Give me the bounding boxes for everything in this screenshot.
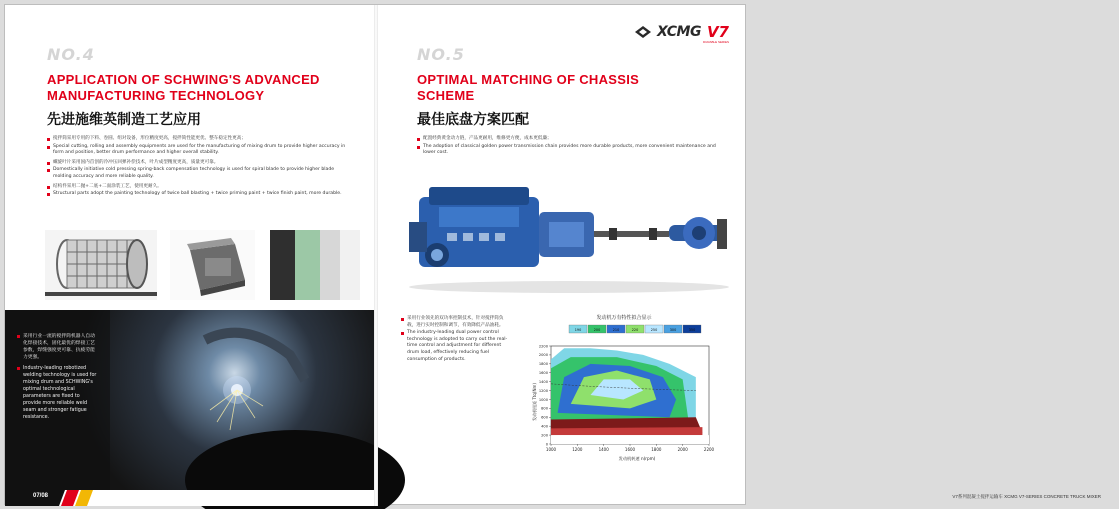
engine-block: [409, 187, 539, 267]
left-page: [5, 5, 375, 506]
right-footer: [749, 490, 1119, 506]
y-tick-label: 0: [545, 442, 548, 447]
brand-name: XCMG: [656, 24, 701, 40]
y-tick-label: 1600: [538, 371, 548, 376]
footer-caption: V7系列混凝土搅拌运输车 XCMG V7-SERIES CONCRETE TRUCK MIXER: [952, 494, 1101, 499]
chart-legend: [569, 325, 701, 333]
bullet-cn-1: 搅拌筒采用专用的下料、卷圆、组对设备，形位精度更高，搅拌筒性能更优、整车稳定性更高；: [47, 136, 352, 143]
y-axis-ticks: [539, 344, 551, 446]
section-title-en: OPTIMAL MATCHING OF CHASSIS SCHEME: [417, 72, 640, 103]
feature-list: [47, 136, 352, 201]
section-number: NO.5: [417, 45, 465, 64]
xcmg-emblem-icon: [635, 26, 651, 38]
map-band-floor: [551, 435, 709, 444]
x-tick-label: 1400: [598, 447, 609, 452]
power-control-en: The industry-leading dual power control technology is adopted to carry out the real-time control and adjustment for different drum load, effectively reducing fuel consumption of products.: [401, 330, 511, 363]
manufacturing-photos: [45, 230, 360, 310]
y-tick-label: 2000: [538, 353, 548, 358]
legend-label: 220: [631, 328, 639, 332]
engine-map-svg: [529, 310, 719, 462]
y-tick-label: 600: [541, 415, 548, 420]
legend-label: 190: [574, 328, 582, 332]
y-tick-label: 2200: [538, 344, 548, 349]
x-tick-label: 2200: [703, 447, 715, 452]
y-tick-label: 800: [541, 406, 548, 411]
section-number: NO.4: [47, 45, 95, 64]
brand-logo: [635, 23, 729, 44]
x-tick-label: 1800: [651, 447, 662, 452]
y-tick-label: 1200: [538, 388, 548, 393]
x-tick-label: 1600: [624, 447, 636, 452]
x-tick-label: 1200: [572, 447, 583, 452]
y-tick-label: 400: [541, 424, 548, 429]
section-title-cn: 先进施维英制造工艺应用: [47, 112, 201, 128]
left-footer: [5, 490, 375, 506]
robot-welding-photo: [5, 310, 375, 490]
model-badge: V7: [706, 23, 729, 41]
legend-label: 250: [650, 328, 658, 332]
brochure-spread: [4, 4, 1101, 505]
rear-axle: [669, 217, 727, 249]
footer-stripe-graphic: [5, 490, 105, 506]
x-axis-ticks: [546, 444, 715, 452]
bullet-en-2: Domestically initiative cold pressing spring-back compensation technology is used for spiral blade to provide higher blade molding accuracy and more reliable quality.: [47, 167, 352, 180]
gearbox: [539, 212, 594, 257]
welding-text-en: Industry-leading robotized welding technology is used for mixing drum and SCHWING's optimal technological parameters are fixed to provide more reliable weld seam and stronger fatigue resistance.: [17, 365, 99, 421]
section-title-cn: 最佳底盘方案匹配: [417, 112, 529, 128]
chart-title: 发动机万有特性拟合显示: [596, 315, 652, 321]
y-tick-label: 1400: [538, 379, 548, 384]
engine-map-chart: [529, 310, 719, 462]
paint-layer-photo: [270, 230, 360, 300]
drive-shaft: [594, 228, 669, 240]
map-band-low: [551, 427, 702, 435]
bullet-cn-2: 螺旋叶片采用国内首创的冷冲压回弹补偿技术，叶片成型精度更高，质量更可靠。: [47, 160, 352, 167]
legend-label: 200: [593, 328, 601, 332]
steel-part-photo: [170, 230, 255, 300]
y-tick-label: 1800: [538, 362, 548, 367]
bullet-en-1: The adoption of classical golden power transmission chain provides more durable products, more convenient maintenance and lower cost.: [417, 144, 727, 157]
mixing-drum-frame-photo: [45, 230, 157, 300]
x-tick-label: 2000: [677, 447, 688, 452]
power-control-cn: 采用行业领先的双功率控制技术，针对搅拌筒负载，进行实时控制和调节，有效降低产品油耗。: [401, 316, 511, 329]
bullet-en-1: Special cutting, rolling and assembly equipments are used for the manufacturing of mixing drum to provide higher accuracy in form and position, better drum performance and higher overall stability.: [47, 144, 352, 157]
bullet-cn-3: 结构件采用二抛+二底+二面涂装工艺，使用更耐久。: [47, 184, 352, 191]
y-tick-label: 1000: [538, 397, 548, 402]
chart-xlabel: 发动机转速 n(rpm): [618, 456, 656, 461]
legend-label: 350: [688, 328, 696, 332]
welding-text-cn: 采用行业一流的搅拌筒机器人自动化焊接技术，固化最优的焊接工艺参数，焊缝强度更可靠、抗疲劳能力更强。: [17, 333, 99, 361]
page-number: 07/08: [33, 493, 49, 499]
legend-label: 300: [669, 328, 677, 332]
engine-drivetrain-image: [399, 177, 729, 297]
legend-label: 210: [612, 328, 620, 332]
x-tick-label: 1000: [545, 447, 557, 452]
model-subtitle: DURABLE SERIES: [702, 40, 729, 44]
chart-ylabel: 发动机扭矩 Ttq(Nm): [532, 383, 537, 421]
plot-area: [551, 346, 709, 444]
feature-list: [417, 136, 727, 160]
power-control-list: [401, 316, 511, 366]
bullet-cn-1: 配置经典黄金动力链，产品更耐用，维修更方便，成本更低廉；: [417, 136, 727, 143]
section-title-en: APPLICATION OF SCHWING'S ADVANCED MANUFACTURING TECHNOLOGY: [47, 72, 320, 103]
bullet-en-3: Structural parts adopt the painting technology of twice ball blasting + twice priming paint + twice finish paint, more durable.: [47, 191, 352, 198]
y-tick-label: 200: [541, 433, 548, 438]
welding-description: [17, 333, 99, 425]
